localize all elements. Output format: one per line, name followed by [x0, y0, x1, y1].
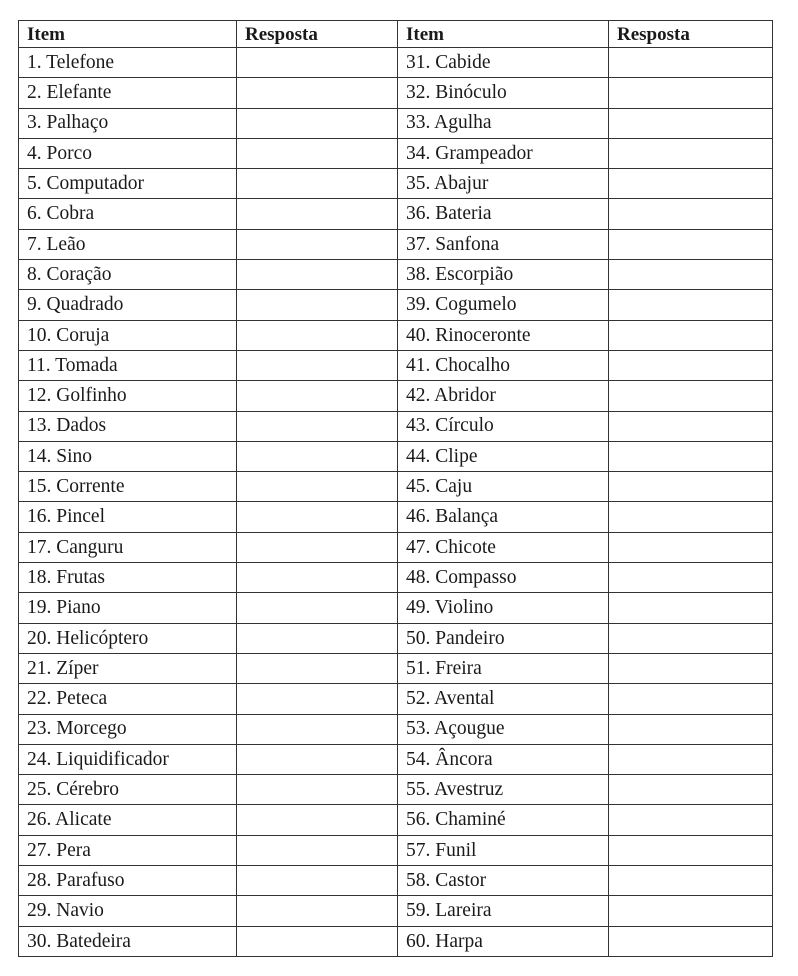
item-cell-right: 49. Violino	[398, 593, 609, 623]
response-cell-right[interactable]	[609, 108, 773, 138]
response-cell-right[interactable]	[609, 835, 773, 865]
item-cell-right: 51. Freira	[398, 653, 609, 683]
response-cell-right[interactable]	[609, 896, 773, 926]
response-cell-left[interactable]	[237, 381, 398, 411]
table-row	[19, 472, 773, 502]
item-cell-left: 7. Leão	[19, 229, 237, 259]
table-row	[19, 229, 773, 259]
item-cell-left: 26. Alicate	[19, 805, 237, 835]
response-cell-left[interactable]	[237, 684, 398, 714]
response-cell-right[interactable]	[609, 805, 773, 835]
response-cell-left[interactable]	[237, 805, 398, 835]
response-cell-right[interactable]	[609, 138, 773, 168]
response-cell-right[interactable]	[609, 563, 773, 593]
table-row	[19, 653, 773, 683]
item-cell-right: 60. Harpa	[398, 926, 609, 956]
table-row	[19, 835, 773, 865]
table-row	[19, 593, 773, 623]
table-row	[19, 138, 773, 168]
item-cell-left: 8. Coração	[19, 260, 237, 290]
response-cell-right[interactable]	[609, 441, 773, 471]
item-cell-right: 57. Funil	[398, 835, 609, 865]
table-row	[19, 350, 773, 380]
item-cell-left: 11. Tomada	[19, 350, 237, 380]
item-cell-right: 52. Avental	[398, 684, 609, 714]
item-cell-left: 18. Frutas	[19, 563, 237, 593]
response-cell-left[interactable]	[237, 350, 398, 380]
response-cell-left[interactable]	[237, 78, 398, 108]
response-cell-right[interactable]	[609, 593, 773, 623]
response-cell-right[interactable]	[609, 78, 773, 108]
response-cell-right[interactable]	[609, 653, 773, 683]
item-column-header-right: Item	[398, 21, 609, 48]
response-cell-left[interactable]	[237, 472, 398, 502]
item-cell-left: 16. Pincel	[19, 502, 237, 532]
table-row	[19, 260, 773, 290]
response-cell-right[interactable]	[609, 381, 773, 411]
response-cell-right[interactable]	[609, 532, 773, 562]
item-cell-right: 44. Clipe	[398, 441, 609, 471]
table-row	[19, 714, 773, 744]
response-column-header-left: Resposta	[237, 21, 398, 48]
item-cell-left: 1. Telefone	[19, 48, 237, 78]
response-cell-right[interactable]	[609, 472, 773, 502]
response-cell-right[interactable]	[609, 775, 773, 805]
table-row	[19, 775, 773, 805]
response-cell-left[interactable]	[237, 320, 398, 350]
item-cell-left: 2. Elefante	[19, 78, 237, 108]
response-cell-right[interactable]	[609, 260, 773, 290]
response-cell-left[interactable]	[237, 502, 398, 532]
item-cell-left: 23. Morcego	[19, 714, 237, 744]
table-row	[19, 48, 773, 78]
item-cell-right: 42. Abridor	[398, 381, 609, 411]
item-cell-left: 30. Batedeira	[19, 926, 237, 956]
table-row	[19, 866, 773, 896]
table-row	[19, 290, 773, 320]
item-cell-right: 45. Caju	[398, 472, 609, 502]
response-cell-left[interactable]	[237, 926, 398, 956]
response-cell-left[interactable]	[237, 108, 398, 138]
header-row	[19, 21, 773, 48]
table-row	[19, 108, 773, 138]
item-cell-right: 33. Agulha	[398, 108, 609, 138]
response-cell-left[interactable]	[237, 441, 398, 471]
response-cell-right[interactable]	[609, 411, 773, 441]
response-cell-left[interactable]	[237, 48, 398, 78]
response-cell-right[interactable]	[609, 502, 773, 532]
item-response-table	[18, 20, 773, 957]
response-cell-right[interactable]	[609, 229, 773, 259]
response-cell-left[interactable]	[237, 532, 398, 562]
response-cell-right[interactable]	[609, 744, 773, 774]
response-cell-left[interactable]	[237, 593, 398, 623]
item-cell-right: 40. Rinoceronte	[398, 320, 609, 350]
response-cell-right[interactable]	[609, 623, 773, 653]
item-cell-right: 54. Âncora	[398, 744, 609, 774]
response-cell-left[interactable]	[237, 896, 398, 926]
item-cell-right: 50. Pandeiro	[398, 623, 609, 653]
response-cell-left[interactable]	[237, 714, 398, 744]
item-cell-right: 34. Grampeador	[398, 138, 609, 168]
table-row	[19, 169, 773, 199]
item-cell-right: 35. Abajur	[398, 169, 609, 199]
response-cell-left[interactable]	[237, 623, 398, 653]
response-cell-left[interactable]	[237, 411, 398, 441]
item-cell-right: 47. Chicote	[398, 532, 609, 562]
response-cell-left[interactable]	[237, 260, 398, 290]
item-cell-right: 32. Binóculo	[398, 78, 609, 108]
response-cell-right[interactable]	[609, 926, 773, 956]
naming-test-sheet	[18, 20, 772, 957]
item-cell-left: 22. Peteca	[19, 684, 237, 714]
response-cell-left[interactable]	[237, 653, 398, 683]
response-cell-left[interactable]	[237, 229, 398, 259]
response-cell-right[interactable]	[609, 48, 773, 78]
item-cell-right: 56. Chaminé	[398, 805, 609, 835]
table-body	[19, 48, 773, 957]
item-cell-left: 29. Navio	[19, 896, 237, 926]
item-cell-right: 46. Balança	[398, 502, 609, 532]
item-cell-right: 41. Chocalho	[398, 350, 609, 380]
response-cell-left[interactable]	[237, 563, 398, 593]
item-cell-left: 4. Porco	[19, 138, 237, 168]
table-row	[19, 381, 773, 411]
item-cell-right: 48. Compasso	[398, 563, 609, 593]
response-cell-left[interactable]	[237, 169, 398, 199]
table-row	[19, 320, 773, 350]
item-cell-right: 36. Bateria	[398, 199, 609, 229]
table-row	[19, 199, 773, 229]
table-row	[19, 532, 773, 562]
item-cell-left: 28. Parafuso	[19, 866, 237, 896]
table-row	[19, 502, 773, 532]
response-cell-right[interactable]	[609, 169, 773, 199]
table-row	[19, 78, 773, 108]
table-row	[19, 805, 773, 835]
item-cell-right: 39. Cogumelo	[398, 290, 609, 320]
item-cell-right: 31. Cabide	[398, 48, 609, 78]
item-cell-left: 15. Corrente	[19, 472, 237, 502]
item-cell-left: 20. Helicóptero	[19, 623, 237, 653]
table-row	[19, 623, 773, 653]
item-cell-left: 14. Sino	[19, 441, 237, 471]
item-cell-right: 55. Avestruz	[398, 775, 609, 805]
item-cell-left: 19. Piano	[19, 593, 237, 623]
item-cell-right: 37. Sanfona	[398, 229, 609, 259]
response-cell-left[interactable]	[237, 290, 398, 320]
response-cell-left[interactable]	[237, 199, 398, 229]
table-row	[19, 896, 773, 926]
item-cell-left: 17. Canguru	[19, 532, 237, 562]
response-cell-right[interactable]	[609, 199, 773, 229]
response-cell-left[interactable]	[237, 744, 398, 774]
item-cell-right: 58. Castor	[398, 866, 609, 896]
item-cell-left: 5. Computador	[19, 169, 237, 199]
response-cell-right[interactable]	[609, 866, 773, 896]
item-cell-left: 3. Palhaço	[19, 108, 237, 138]
item-cell-right: 53. Açougue	[398, 714, 609, 744]
response-cell-right[interactable]	[609, 684, 773, 714]
item-cell-left: 27. Pera	[19, 835, 237, 865]
table-row	[19, 441, 773, 471]
table-row	[19, 684, 773, 714]
response-cell-left[interactable]	[237, 775, 398, 805]
table-row	[19, 926, 773, 956]
table-row	[19, 411, 773, 441]
item-cell-right: 43. Círculo	[398, 411, 609, 441]
item-cell-right: 59. Lareira	[398, 896, 609, 926]
response-column-header-right: Resposta	[609, 21, 773, 48]
table-row	[19, 744, 773, 774]
response-cell-right[interactable]	[609, 290, 773, 320]
item-cell-left: 24. Liquidificador	[19, 744, 237, 774]
item-cell-left: 9. Quadrado	[19, 290, 237, 320]
response-cell-left[interactable]	[237, 835, 398, 865]
item-cell-left: 21. Zíper	[19, 653, 237, 683]
item-cell-right: 38. Escorpião	[398, 260, 609, 290]
item-cell-left: 12. Golfinho	[19, 381, 237, 411]
item-cell-left: 25. Cérebro	[19, 775, 237, 805]
response-cell-right[interactable]	[609, 320, 773, 350]
item-cell-left: 10. Coruja	[19, 320, 237, 350]
response-cell-left[interactable]	[237, 866, 398, 896]
response-cell-left[interactable]	[237, 138, 398, 168]
item-cell-left: 13. Dados	[19, 411, 237, 441]
item-column-header-left: Item	[19, 21, 237, 48]
response-cell-right[interactable]	[609, 350, 773, 380]
response-cell-right[interactable]	[609, 714, 773, 744]
table-row	[19, 563, 773, 593]
item-cell-left: 6. Cobra	[19, 199, 237, 229]
